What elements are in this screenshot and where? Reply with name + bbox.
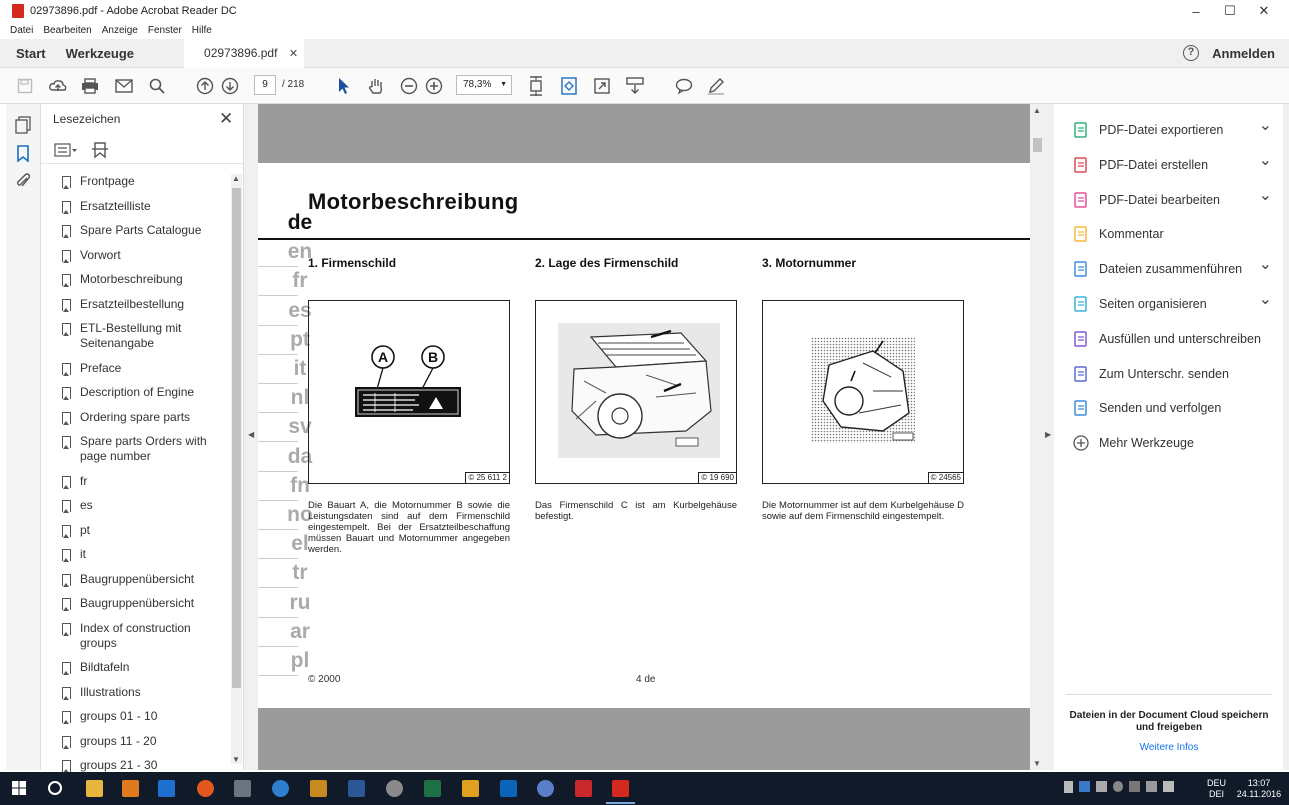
scroll-down-icon[interactable]: ▼ [1033, 759, 1041, 768]
hand-tool-icon[interactable] [366, 76, 386, 96]
bookmark-item[interactable] [41, 596, 229, 611]
language-tab-fr[interactable]: fr [292, 269, 308, 293]
title-rule [258, 238, 1030, 240]
bookmark-icon [62, 323, 71, 335]
pen-draw-icon[interactable] [706, 76, 726, 96]
language-tab-nl[interactable]: nl [290, 386, 310, 410]
tab-bar [0, 39, 1289, 68]
outlook-icon[interactable] [500, 780, 517, 797]
bookmarks-scrollbar[interactable] [231, 174, 242, 764]
bookmark-icon [62, 623, 71, 635]
menu-datei[interactable]: Datei [10, 25, 34, 36]
bookmark-icon [62, 225, 71, 237]
chevron-down-icon[interactable]: ⌄ [1258, 117, 1272, 134]
bookmark-item[interactable] [41, 523, 229, 538]
lang-layout: DEI [1209, 789, 1225, 799]
pdf-file-icon [12, 4, 24, 18]
bookmark-label: Motorbeschreibung [80, 272, 183, 286]
panel-scrollbar[interactable] [1283, 104, 1289, 770]
app-icon[interactable] [310, 780, 327, 797]
bookmark-icon [62, 687, 71, 699]
language-separator [258, 441, 298, 442]
language-separator [258, 646, 298, 647]
select-cursor-icon[interactable] [334, 76, 354, 96]
tools-panel [1054, 104, 1283, 770]
bookmark-label: fr [80, 473, 88, 488]
scroll-down-icon[interactable]: ▼ [232, 755, 240, 764]
bookmark-icon [62, 299, 71, 311]
section-text-2: Das Firmenschild C ist am Kurbelgehäuse befestigt. [535, 500, 737, 522]
tool-label: Kommentar [1099, 227, 1164, 242]
bookmark-item[interactable] [41, 248, 229, 263]
menu-hilfe[interactable]: Hilfe [191, 25, 212, 36]
attachments-icon[interactable] [15, 172, 31, 195]
comment-icon [1072, 225, 1090, 243]
excel-icon[interactable] [424, 780, 441, 797]
bookmark-item[interactable] [41, 734, 229, 749]
tool-combine-files[interactable] [1072, 256, 1272, 278]
panel-divider [1066, 694, 1272, 695]
section-heading-1: 1. Firmenschild [308, 256, 397, 270]
language-separator [258, 412, 298, 413]
scroll-mode-icon[interactable] [526, 76, 546, 96]
figure-code-3: © 24565 [928, 472, 964, 484]
bookmark-label: Baugruppenübersicht [80, 596, 195, 610]
tool-organize-pages[interactable] [1072, 291, 1272, 313]
section-text-3: Die Motornummer ist auf dem Kurbelgehäuse D sowie auf dem Firmenschild eingestempelt. [762, 500, 964, 522]
globe-app-icon[interactable] [272, 780, 289, 797]
bookmarks-toolbar [41, 134, 244, 164]
language-tab-no[interactable]: no [287, 503, 313, 526]
tab-home[interactable]: Start [16, 45, 46, 61]
language-tab-ar[interactable]: ar [290, 619, 310, 643]
bookmark-panel-icon[interactable] [17, 145, 29, 167]
bookmark-label: Description of Engine [80, 385, 195, 399]
bookmark-icon [62, 662, 71, 674]
language-separator [258, 295, 298, 296]
tool-label: Seiten organisieren [1099, 297, 1207, 311]
maximize-button[interactable]: ☐ [1224, 3, 1236, 18]
bookmarks-panel [41, 104, 244, 770]
zoom-out-icon[interactable] [399, 76, 419, 96]
figure-code-2: © 19 690 [698, 472, 737, 484]
full-screen-icon[interactable] [592, 76, 612, 96]
figure-engine-location [535, 300, 737, 484]
tab-tools[interactable]: Werkzeuge [65, 45, 135, 61]
window-title: 02973896.pdf - Adobe Acrobat Reader DC [30, 5, 237, 17]
bookmark-icon [62, 201, 71, 213]
bookmark-label: ETL-Bestellung mit Seitenangabe [80, 321, 182, 350]
language-tab-fn[interactable]: fn [290, 473, 310, 497]
bookmark-label: Bildtafeln [80, 660, 130, 674]
tool-create-pdf[interactable] [1072, 151, 1272, 174]
bookmark-item[interactable] [41, 498, 229, 513]
bookmark-label: es [80, 498, 93, 512]
chevron-down-icon[interactable]: ⌄ [1258, 291, 1272, 308]
bookmark-icon [62, 387, 71, 399]
bookmark-label: it [80, 547, 86, 561]
page-thumbnails-icon[interactable] [15, 116, 31, 139]
menu-anzeige[interactable]: Anzeige [101, 25, 138, 36]
tool-label: PDF-Datei exportieren [1099, 123, 1224, 137]
system-tray-icons[interactable] [1064, 781, 1174, 795]
organize-pages-icon [1072, 295, 1090, 313]
create-pdf-icon [1072, 156, 1090, 174]
bookmark-item[interactable] [41, 709, 229, 724]
tool-label: Zum Unterschr. senden [1099, 366, 1229, 381]
bookmark-label: Ersatzteilbestellung [80, 296, 185, 311]
bookmark-item[interactable] [41, 572, 229, 587]
clock-time: 13:07 [1247, 778, 1271, 788]
language-separator [258, 529, 298, 530]
bookmark-icon [62, 525, 71, 537]
language-tab-pt[interactable]: pt [290, 327, 310, 351]
chevron-right-icon[interactable]: ▶ [1045, 430, 1052, 439]
bookmark-item[interactable] [41, 410, 229, 425]
language-separator [258, 471, 298, 472]
language-separator [258, 325, 298, 326]
previous-page-icon[interactable] [195, 76, 215, 96]
chevron-down-icon[interactable]: ⌄ [1258, 256, 1272, 274]
app-icon[interactable] [537, 780, 554, 797]
fill-sign-icon [1072, 330, 1090, 348]
bookmark-item[interactable] [41, 199, 229, 214]
bookmark-icon [62, 176, 71, 188]
cloud-promo-text: Dateien in der Document Cloud speichern und freigeben [1069, 710, 1269, 733]
clock-date: 24.11.2016 [1236, 789, 1282, 799]
bookmark-label: Spare Parts Catalogue [80, 223, 202, 237]
bookmarks-title: Lesezeichen [53, 112, 121, 126]
save-icon[interactable] [15, 76, 35, 96]
upload-cloud-icon[interactable] [48, 76, 68, 96]
bookmark-icon [62, 598, 71, 610]
send-for-signature-icon [1072, 365, 1090, 383]
zoom-select[interactable] [456, 75, 512, 95]
bookmark-label: Ersatzteilliste [80, 198, 151, 213]
bookmark-icon [62, 250, 71, 262]
bookmark-label: Preface [80, 360, 122, 375]
bookmark-icon [62, 736, 71, 748]
pdf-page [258, 163, 1030, 708]
language-tab-el[interactable]: el [291, 532, 309, 556]
scroll-up-icon[interactable]: ▲ [232, 174, 240, 183]
bookmark-item[interactable] [41, 223, 229, 238]
left-panel-collapse[interactable] [244, 104, 258, 770]
section-heading-2: 2. Lage des Firmenschild [535, 256, 679, 270]
comment-icon[interactable] [674, 76, 694, 96]
search-circle-icon[interactable] [48, 781, 62, 795]
page-number-input[interactable]: 9 [254, 75, 276, 95]
active-app-indicator [606, 802, 635, 804]
section-heading-3: 3. Motornummer [762, 256, 857, 270]
file-explorer-icon[interactable] [86, 780, 103, 797]
bookmark-item[interactable] [41, 297, 229, 312]
bookmark-label: Vorwort [80, 247, 121, 262]
chevron-down-icon[interactable]: ⌄ [1258, 186, 1272, 204]
acrobat-icon[interactable] [612, 780, 629, 797]
tab-close-button[interactable]: ✕ [288, 47, 299, 60]
keyboard-language[interactable] [1207, 778, 1226, 800]
tool-label: PDF-Datei bearbeiten [1099, 192, 1220, 207]
options-menu-icon[interactable] [54, 143, 78, 162]
tool-label: PDF-Datei erstellen [1099, 157, 1209, 172]
bookmark-item[interactable] [41, 621, 229, 651]
tool-send-for-signature[interactable] [1072, 365, 1272, 383]
language-tab-da[interactable]: da [287, 444, 313, 468]
page-footer-copyright: © 2000 [308, 674, 341, 685]
bookmark-item[interactable] [41, 272, 229, 287]
app-icon[interactable] [234, 780, 251, 797]
firefox-icon[interactable] [197, 780, 214, 797]
bookmark-icon [62, 476, 71, 488]
search-icon[interactable] [147, 76, 167, 96]
language-tab-ru[interactable]: ru [289, 590, 311, 614]
chevron-down-icon[interactable]: ⌄ [1258, 151, 1272, 169]
close-panel-button[interactable]: ✕ [219, 109, 234, 128]
figure-engine-number [762, 300, 964, 484]
next-page-icon[interactable] [220, 76, 240, 96]
tool-comment[interactable] [1072, 225, 1272, 243]
tab-document[interactable] [184, 39, 304, 68]
browser-icon[interactable] [158, 780, 175, 797]
tool-label: Ausfüllen und unterschreiben [1099, 331, 1261, 346]
bookmark-label: Frontpage [80, 174, 135, 188]
help-icon[interactable]: ? [1183, 45, 1199, 61]
tool-fill-sign[interactable] [1072, 330, 1272, 348]
tool-edit-pdf[interactable] [1072, 186, 1272, 209]
language-separator [258, 675, 298, 676]
language-separator [258, 354, 298, 355]
new-bookmark-icon[interactable] [91, 141, 109, 164]
menu-bearbeiten[interactable]: Bearbeiten [43, 25, 92, 36]
language-tab-es[interactable]: es [288, 298, 312, 322]
language-tab-de[interactable]: de [287, 211, 313, 234]
bookmark-item[interactable] [41, 685, 229, 700]
export-pdf-icon [1072, 121, 1090, 139]
chevron-left-icon[interactable]: ◀ [248, 430, 255, 439]
language-separator [258, 266, 298, 267]
fit-page-icon[interactable] [559, 76, 579, 96]
bookmark-icon [62, 363, 71, 375]
page-total: / 218 [282, 79, 305, 90]
bookmark-item[interactable] [41, 547, 229, 562]
bookmark-item[interactable] [41, 361, 229, 376]
label-a: A [378, 349, 389, 365]
menu-bar [0, 22, 1289, 39]
tool-more-tools[interactable] [1072, 434, 1272, 452]
figure-nameplate [308, 300, 510, 484]
bookmark-label: Ordering spare parts [80, 409, 191, 424]
windows-start-icon[interactable] [12, 781, 26, 800]
bookmark-item[interactable] [41, 660, 229, 675]
media-player-icon[interactable] [122, 780, 139, 797]
scrollbar-thumb[interactable] [1033, 138, 1042, 152]
tool-label: Dateien zusammenführen [1099, 262, 1243, 277]
zoom-value: 78,3% [463, 79, 492, 90]
combine-files-icon [1072, 260, 1090, 278]
bookmark-label: Illustrations [80, 684, 141, 699]
left-navigation-rail [6, 104, 41, 770]
bookmark-label: pt [80, 522, 91, 537]
language-tab-en[interactable]: en [287, 240, 313, 264]
tool-label: Senden und verfolgen [1099, 401, 1222, 416]
page-title: Motorbeschreibung [308, 189, 519, 214]
menu-fenster[interactable]: Fenster [147, 25, 182, 36]
send-track-icon [1072, 399, 1090, 417]
language-tab-it[interactable]: it [293, 357, 307, 380]
language-separator [258, 558, 298, 559]
tool-send-track[interactable] [1072, 399, 1272, 417]
label-b: B [428, 349, 439, 365]
read-mode-icon[interactable] [625, 76, 645, 96]
bookmark-icon [62, 436, 71, 448]
language-separator [258, 587, 298, 588]
bookmark-icon [62, 760, 71, 772]
print-icon[interactable] [80, 76, 100, 96]
app-icon[interactable] [575, 780, 592, 797]
zoom-in-icon[interactable] [424, 76, 444, 96]
window-titlebar [0, 0, 1289, 22]
bookmark-label: groups 21 - 30 [80, 758, 158, 772]
email-icon[interactable] [114, 76, 134, 96]
bookmark-label: Spare parts Orders with page number [80, 434, 207, 463]
language-tab-sv[interactable]: sv [288, 415, 312, 439]
bookmark-icon [62, 274, 71, 286]
close-window-button[interactable]: ✕ [1258, 3, 1270, 18]
bookmark-item[interactable] [41, 758, 229, 773]
bookmark-icon [62, 711, 71, 723]
bookmark-icon [62, 549, 71, 561]
word-icon[interactable] [348, 780, 365, 797]
app-icon[interactable] [386, 780, 403, 797]
bookmark-item[interactable] [41, 474, 229, 489]
right-panel-collapse[interactable] [1044, 104, 1054, 770]
section-text-1: Die Bauart A, die Motornummer B sowie die Leistungsdaten sind auf dem Firmenschild eingestempelt. Bei der Ersatzteilbeschaffung müssen Bauart und Motornummer angegeben werden. [308, 500, 510, 555]
bookmark-item[interactable] [41, 385, 229, 400]
more-info-link[interactable]: Weitere Infos [1139, 742, 1199, 753]
bookmark-label: groups 11 - 20 [80, 733, 157, 748]
language-separator [258, 617, 298, 618]
language-tab-pl[interactable]: pl [290, 649, 310, 672]
more-tools-icon [1072, 434, 1090, 452]
scrollbar-thumb[interactable] [232, 188, 241, 688]
scroll-up-icon[interactable]: ▲ [1033, 106, 1041, 115]
edit-pdf-icon [1072, 191, 1090, 209]
app-icon[interactable] [462, 780, 479, 797]
document-scrollbar[interactable] [1030, 104, 1044, 770]
clock[interactable] [1236, 778, 1282, 800]
language-separator [258, 383, 298, 384]
tool-export-pdf[interactable] [1072, 117, 1272, 139]
language-separator [258, 500, 298, 501]
tab-document-label: 02973896.pdf [204, 46, 278, 60]
chevron-down-icon: ▼ [500, 81, 507, 88]
bookmark-icon [62, 574, 71, 586]
page-footer-number: 4 de [636, 674, 656, 685]
bookmark-icon [62, 412, 71, 424]
signin-button[interactable]: Anmelden [1212, 46, 1275, 61]
lang-code: DEU [1207, 778, 1227, 788]
figure-code-1: © 25 611 2 [465, 472, 510, 484]
minimize-button[interactable]: – [1192, 3, 1200, 19]
bookmark-label: groups 01 - 10 [80, 709, 158, 723]
bookmark-icon [62, 500, 71, 512]
bookmark-item[interactable] [41, 434, 229, 464]
bookmark-item[interactable] [41, 174, 229, 189]
bookmarks-list [41, 174, 229, 783]
bookmark-label: Index of construction groups [80, 620, 191, 650]
language-tab-tr[interactable]: tr [292, 561, 308, 585]
bookmark-item[interactable] [41, 321, 229, 351]
bookmark-label: Baugruppenübersicht [80, 571, 195, 586]
tool-label: Mehr Werkzeuge [1099, 436, 1194, 451]
